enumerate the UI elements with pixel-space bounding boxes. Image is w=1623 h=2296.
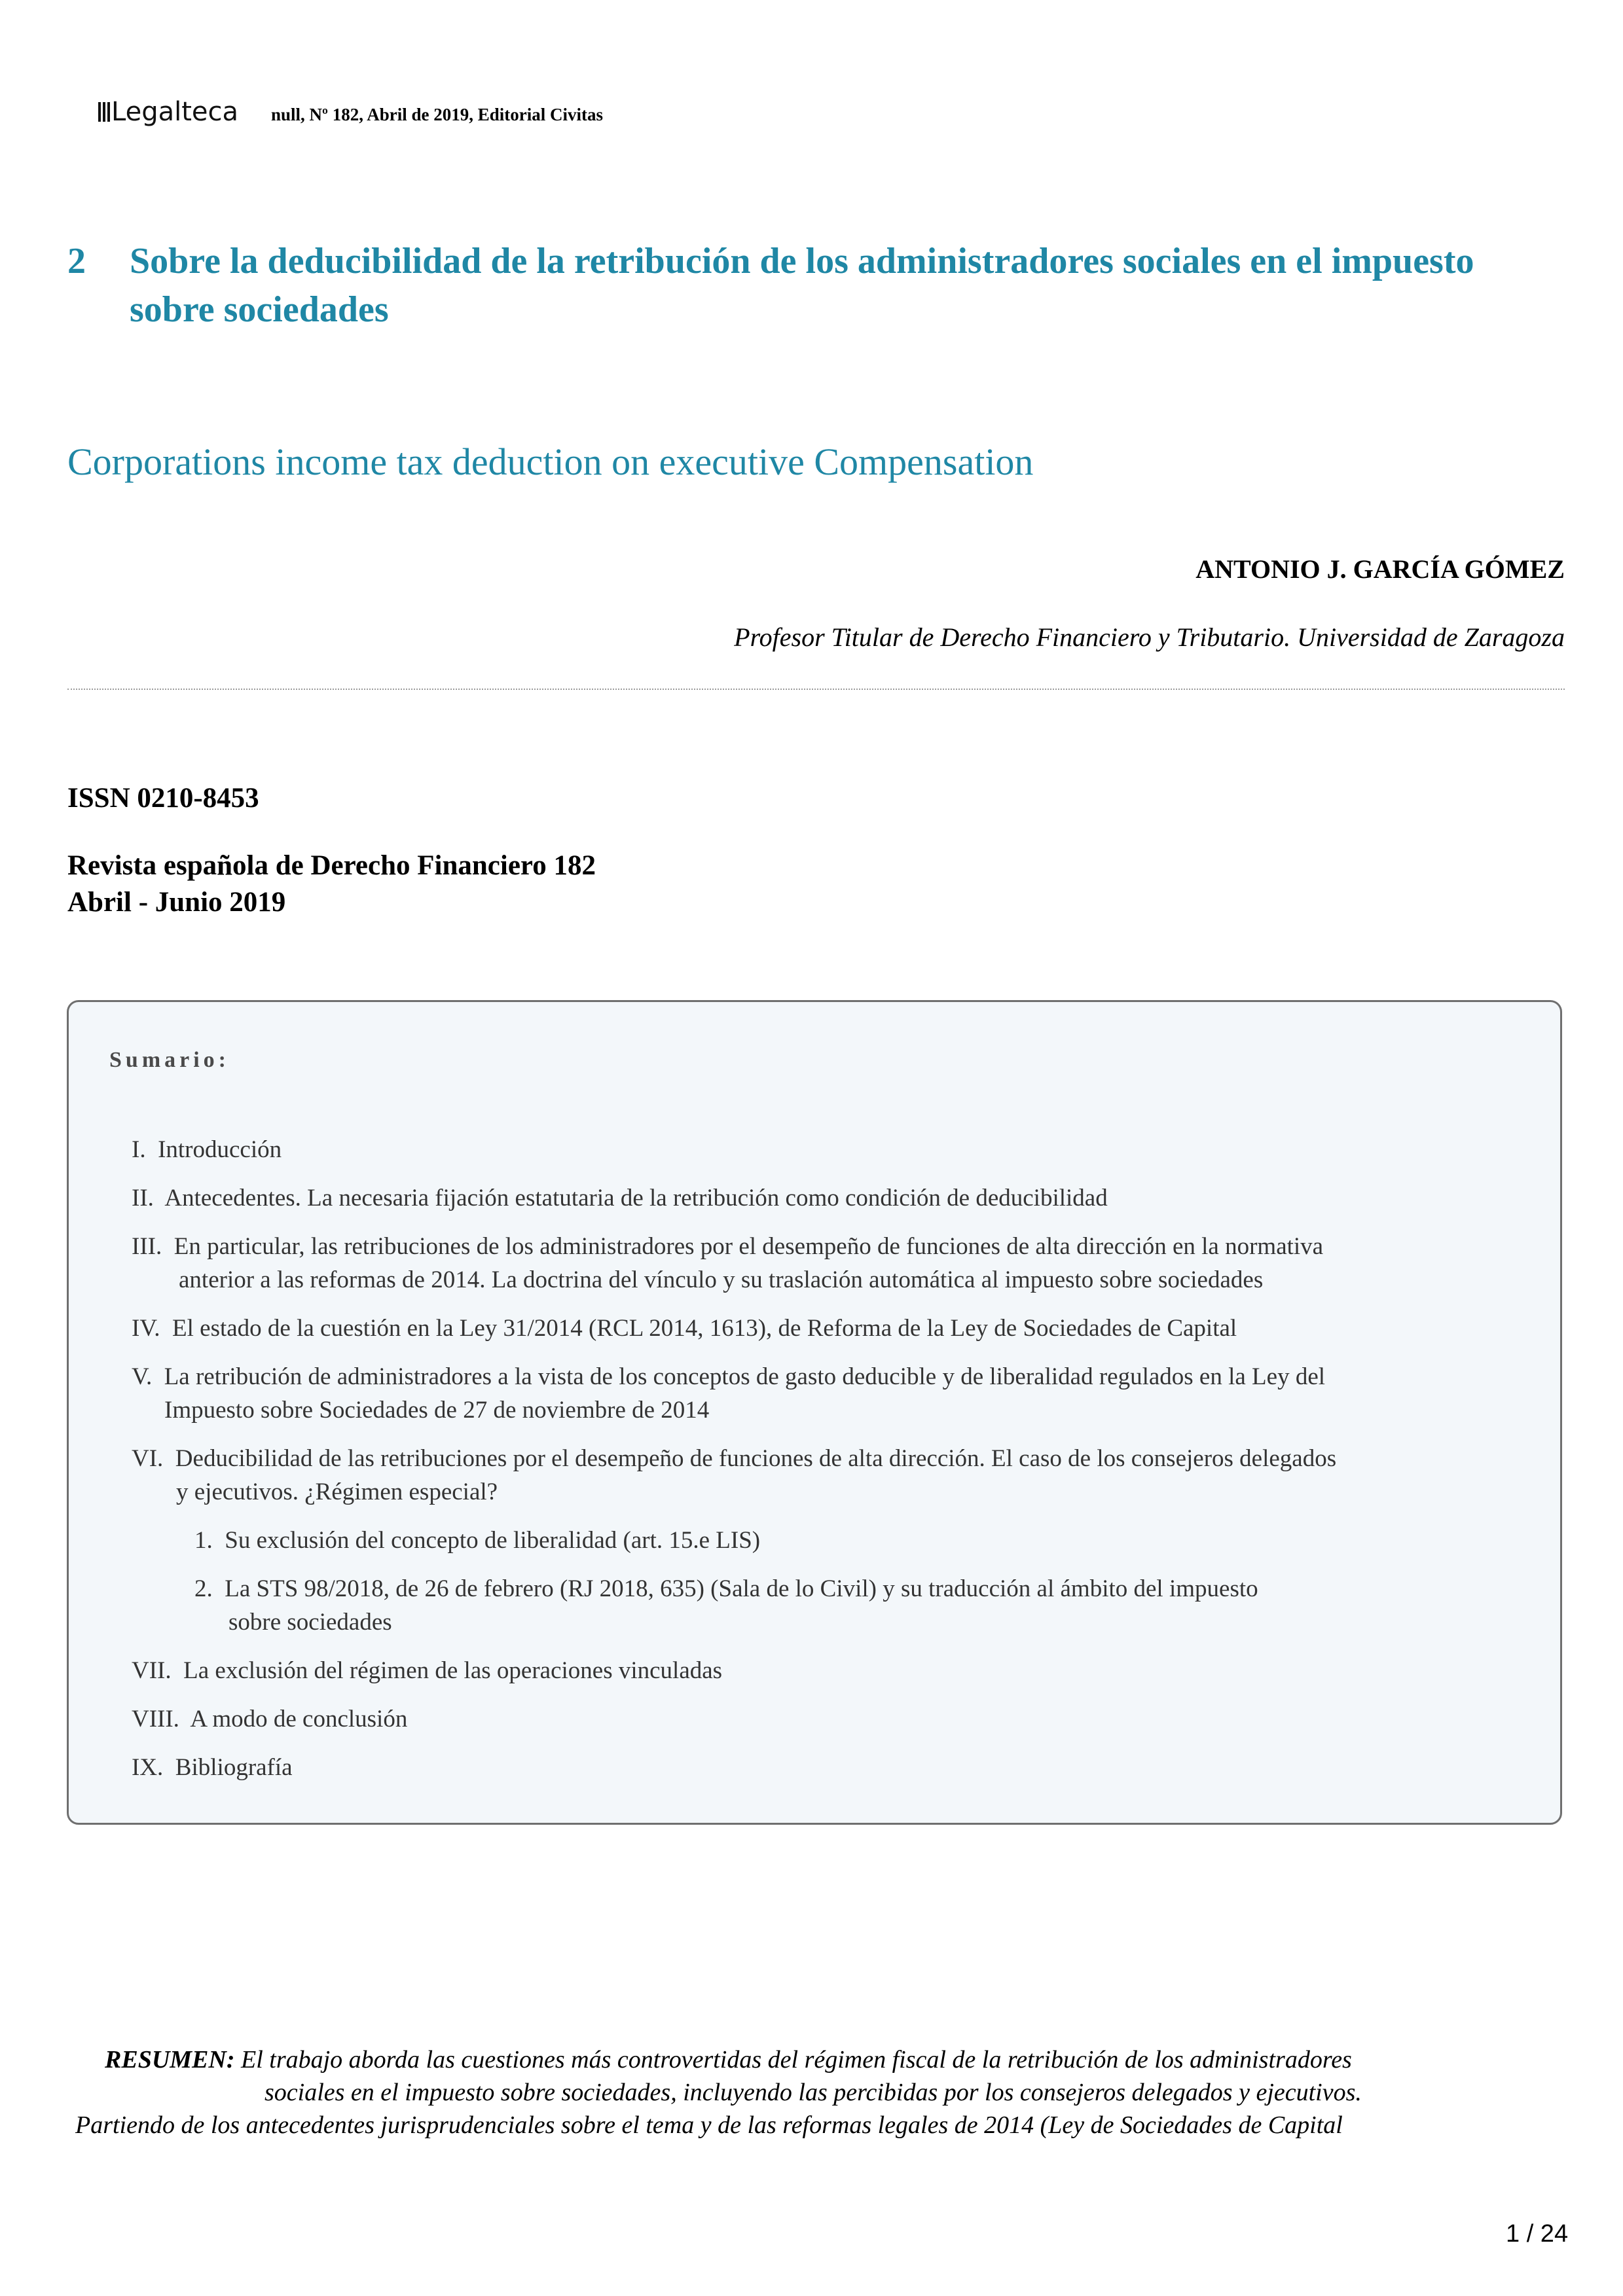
toc-item-3[interactable] — [132, 1230, 1520, 1297]
toc-item-8[interactable] — [132, 1702, 1520, 1736]
article-title: Sobre la deducibilidad de la retribución de los administradores sociales en el impuesto sobre sociedades — [130, 241, 1474, 330]
toc-num: VII. — [132, 1657, 172, 1684]
toc-text-cont: sobre sociedades — [228, 1609, 392, 1636]
toc-item-1[interactable] — [132, 1133, 1520, 1166]
page-header — [98, 97, 603, 127]
abstract — [75, 2043, 1532, 2142]
abstract-line-1 — [105, 2043, 1532, 2076]
toc-num: VI. — [132, 1445, 164, 1472]
toc-num: VIII. — [132, 1706, 179, 1732]
dotted-divider — [67, 689, 1565, 690]
toc-num: II. — [132, 1185, 154, 1211]
toc-text: Deducibilidad de las retribuciones por el desempeño de funciones de alta dirección. El caso de los consejeros delegados — [175, 1445, 1337, 1472]
toc-item-2[interactable] — [132, 1181, 1520, 1215]
toc-item-5[interactable] — [132, 1360, 1520, 1427]
toc-text: Su exclusión del concepto de liberalidad (art. 15.e LIS) — [225, 1527, 761, 1554]
toc-num: IV. — [132, 1315, 160, 1342]
abstract-text-1: El trabajo aborda las cuestiones más controvertidas del régimen fiscal de la retribución de los administradores — [241, 2046, 1352, 2073]
toc-text: Antecedentes. La necesaria fijación estatutaria de la retribución como condición de deducibilidad — [164, 1185, 1108, 1211]
legalteca-logo — [98, 97, 238, 127]
page-number: 1 / 24 — [1506, 2220, 1569, 2248]
author-affiliation: Profesor Titular de Derecho Financiero y Tributario. Universidad de Zaragoza — [734, 622, 1565, 652]
toc-num: 1. — [194, 1527, 213, 1554]
toc-num: V. — [132, 1363, 153, 1390]
article-number: 2 — [67, 241, 86, 281]
toc-text: La STS 98/2018, de 26 de febrero (RJ 2018, 635) (Sala de lo Civil) y su traducción al ámbito del impuesto — [225, 1575, 1258, 1602]
toc-item-4[interactable] — [132, 1312, 1520, 1345]
toc-num: I. — [132, 1136, 146, 1163]
author-name: ANTONIO J. GARCÍA GÓMEZ — [1195, 554, 1565, 584]
issn: ISSN 0210-8453 — [67, 783, 259, 814]
toc-num: IX. — [132, 1754, 164, 1781]
toc-item-7[interactable] — [132, 1654, 1520, 1687]
journal-period: Abril - Junio 2019 — [67, 887, 286, 918]
journal-name: Revista española de Derecho Financiero 182 — [67, 850, 596, 881]
toc-subitem-2[interactable] — [194, 1572, 1520, 1639]
toc-text: Introducción — [158, 1136, 282, 1163]
abstract-text-3: Partiendo de los antecedentes jurisprudenciales sobre el tema y de las reformas legales de 2014 (Ley de Sociedades de Capital — [75, 2111, 1343, 2139]
toc-text: A modo de conclusión — [190, 1706, 408, 1732]
toc-item-6[interactable] — [132, 1442, 1520, 1509]
logo-bars-icon — [98, 102, 110, 122]
toc-num: III. — [132, 1233, 162, 1260]
toc-item-9[interactable] — [132, 1751, 1520, 1784]
toc-text-cont: y ejecutivos. ¿Régimen especial? — [176, 1479, 498, 1505]
toc-text-cont: Impuesto sobre Sociedades de 27 de noviembre de 2014 — [164, 1397, 710, 1424]
toc-text: La retribución de administradores a la vista de los conceptos de gasto deducible y de liberalidad regulados en la Ley del — [164, 1363, 1326, 1390]
toc-text: El estado de la cuestión en la Ley 31/2014 (RCL 2014, 1613), de Reforma de la Ley de Sociedades de Capital — [172, 1315, 1237, 1342]
sumario-box — [67, 1000, 1562, 1825]
article-title-block — [67, 237, 1537, 334]
article-subtitle: Corporations income tax deduction on executive Compensation — [67, 440, 1034, 483]
journal-info — [67, 848, 596, 921]
publication-meta: null, Nº 182, Abril de 2019, Editorial Civitas — [271, 105, 603, 124]
toc-subitem-1[interactable] — [194, 1524, 1520, 1557]
toc-num: 2. — [194, 1575, 213, 1602]
toc-text: En particular, las retribuciones de los administradores por el desempeño de funciones de alta dirección en la normativa — [173, 1233, 1324, 1260]
abstract-label: RESUMEN: — [105, 2046, 235, 2073]
table-of-contents — [132, 1133, 1520, 1799]
toc-text: La exclusión del régimen de las operaciones vinculadas — [183, 1657, 723, 1684]
toc-text: Bibliografía — [175, 1754, 293, 1781]
logo-text: Legalteca — [111, 97, 239, 127]
sumario-label: Sumario: — [109, 1048, 230, 1072]
abstract-text-2: sociales en el impuesto sobre sociedades, incluyendo las percibidas por los consejeros delegados y ejecutivos. — [264, 2079, 1362, 2106]
toc-text-cont: anterior a las reformas de 2014. La doctrina del vínculo y su traslación automática al impuesto sobre sociedades — [179, 1266, 1264, 1293]
